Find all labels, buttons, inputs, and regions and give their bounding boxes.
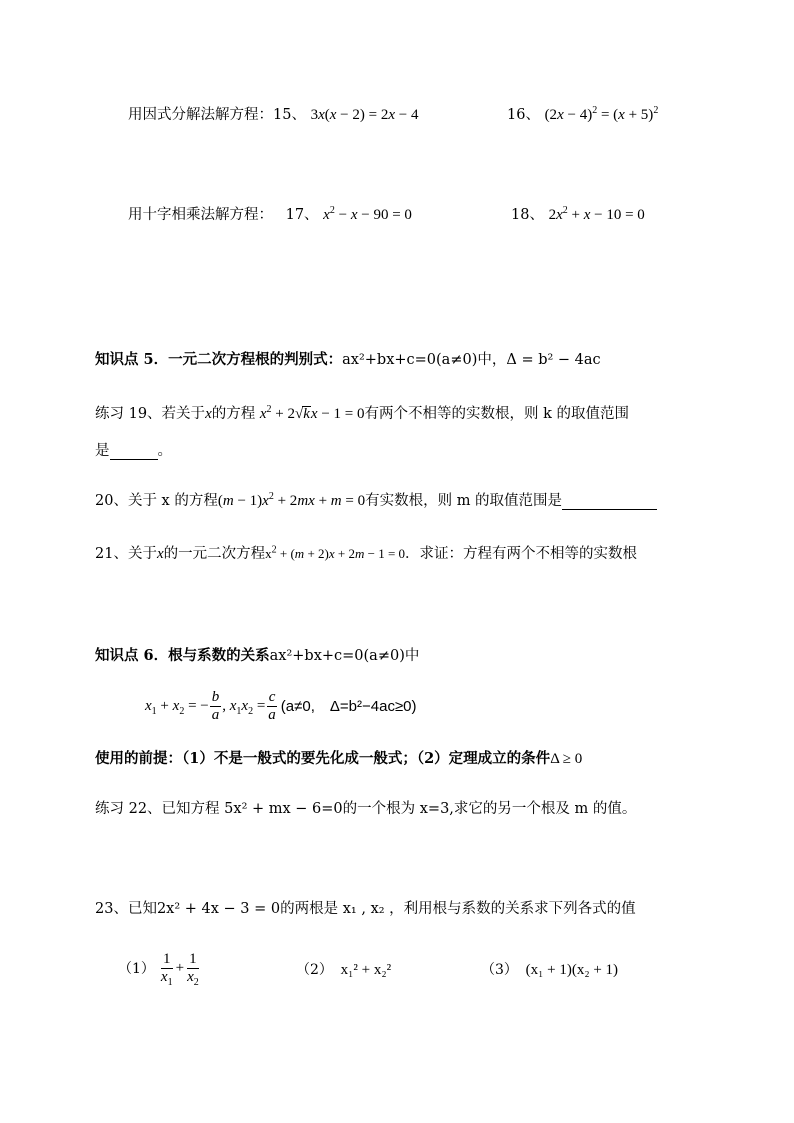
q19-var-x: x [205, 406, 212, 422]
vieta-condition: (a≠0, Δ=b²−4ac≥0) [280, 698, 417, 716]
q19-line2 [95, 444, 172, 460]
q17-number: 17、 [285, 207, 319, 223]
q20-answer-blank[interactable] [562, 494, 657, 510]
q21 [95, 544, 638, 562]
cross-method-row [128, 205, 412, 223]
q23-part-1-frac-b: $\frac{1}{x_2}$ [187, 951, 199, 988]
q21-tail: ．求证：方程有两个不相等的实数根 [405, 546, 638, 562]
q16-number: 16、 [507, 107, 540, 123]
kp5-formula: ax²+bx+c=0(a≠0)中，Δ = b² − 4ac [342, 352, 601, 368]
q19-line2-prefix: 是 [95, 443, 110, 459]
q19-tail: 有两个不相等的实数根，则 k 的取值范围 [364, 406, 629, 422]
q19-equation: $x^2 + 2√kx - 1 = 0$ [259, 404, 365, 422]
kp6-heading: 知识点 6．根与系数的关系 [95, 647, 270, 664]
q23-part-3 [481, 963, 618, 978]
q23-part-3-expr: (x₁ + 1)(x₂ + 1) [525, 962, 619, 978]
q19-mid: 的方程 [211, 406, 256, 422]
q23-part-3-label: （3） [481, 962, 518, 978]
kp6-formula: ax²+bx+c=0(a≠0)中 [269, 648, 420, 664]
knowledge-point-6 [95, 649, 419, 664]
q19-answer-blank[interactable] [110, 444, 158, 460]
q20-tail: 有实数根，则 m 的取值范围是 [365, 493, 563, 509]
q23 [95, 902, 636, 917]
q20-lead: 20、关于 x 的方程 [95, 493, 218, 509]
q21-var-x: x [156, 546, 164, 562]
q23-part-2 [296, 963, 391, 978]
q20-equation: $(m - 1)x^2 + 2mx + m = 0$ [217, 491, 366, 509]
q18-number: 18、 [511, 207, 544, 223]
q23-part-2-expr: x₁² + x₂² [340, 962, 392, 978]
q20 [95, 491, 657, 510]
kp5-heading: 知识点 5．一元二次方程根的判别式： [95, 351, 343, 368]
q21-mid: 的一元二次方程 [163, 546, 266, 562]
q21-lead: 21、关于 [95, 546, 157, 562]
vieta-sum-fraction: $\frac{b}{a}$ [211, 689, 220, 723]
factor-method-label: 用因式分解法解方程： [128, 107, 273, 123]
vieta-formula: $x_1 + x_2$ = − $\frac{b}{a}$ , $x_1x_2$ = $\frac{c}{a}$ (a≠0, Δ=b²−4ac≥0) [145, 689, 417, 723]
cross-method-label: 用十字相乘法解方程： [128, 207, 273, 223]
factor-method-row [128, 108, 418, 123]
q15-number: 15、 [273, 107, 306, 123]
q23-part-1-frac-a: $\frac{1}{x_1}$ [160, 951, 173, 988]
q16 [507, 105, 659, 123]
q22 [95, 802, 636, 817]
q18 [511, 205, 645, 223]
knowledge-point-5 [95, 353, 601, 368]
q23-part-1: （1） $\frac{1}{x_1}$ + $\frac{1}{x_2}$ [118, 951, 199, 988]
q23-part-2-label: （2） [296, 962, 333, 978]
q23-equation: 2x² + 4x − 3 = 0 [156, 901, 281, 917]
q17-equation: $x^2 - x - 90 = 0$ [323, 205, 412, 223]
q23-part-1-label: （1） [118, 960, 155, 977]
q23-tail: 的两根是 x₁ , x₂ ，利用根与系数的关系求下列各式的值 [280, 901, 636, 917]
premise-text: 使用的前提：（1）不是一般式的要先化成一般式；（2）定理成立的条件 [95, 750, 551, 767]
q16-equation: $(2x - 4)^2 = (x + 5)^2$ [544, 105, 659, 123]
q19-line2-suffix: 。 [157, 443, 172, 459]
premise-condition: Δ ≥ 0 [550, 751, 583, 767]
q19-lead: 练习 19、若关于 [95, 406, 206, 422]
q15-equation: 3x(x − 2) = 2x − 4 [310, 107, 419, 123]
premise-line [95, 752, 582, 767]
vieta-product-fraction: $\frac{c}{a}$ [268, 689, 276, 723]
q22-text: 练习 22、已知方程 5x² + mx − 6=0的一个根为 x=3,求它的另一个根及 m 的值。 [95, 801, 637, 817]
q19-line1 [95, 406, 629, 422]
q21-equation: $x^2 + (m + 2)x + 2m - 1 = 0$ [265, 544, 406, 561]
q23-lead: 23、已知 [95, 901, 157, 917]
q18-equation: $2x^2 + x - 10 = 0$ [548, 205, 645, 223]
